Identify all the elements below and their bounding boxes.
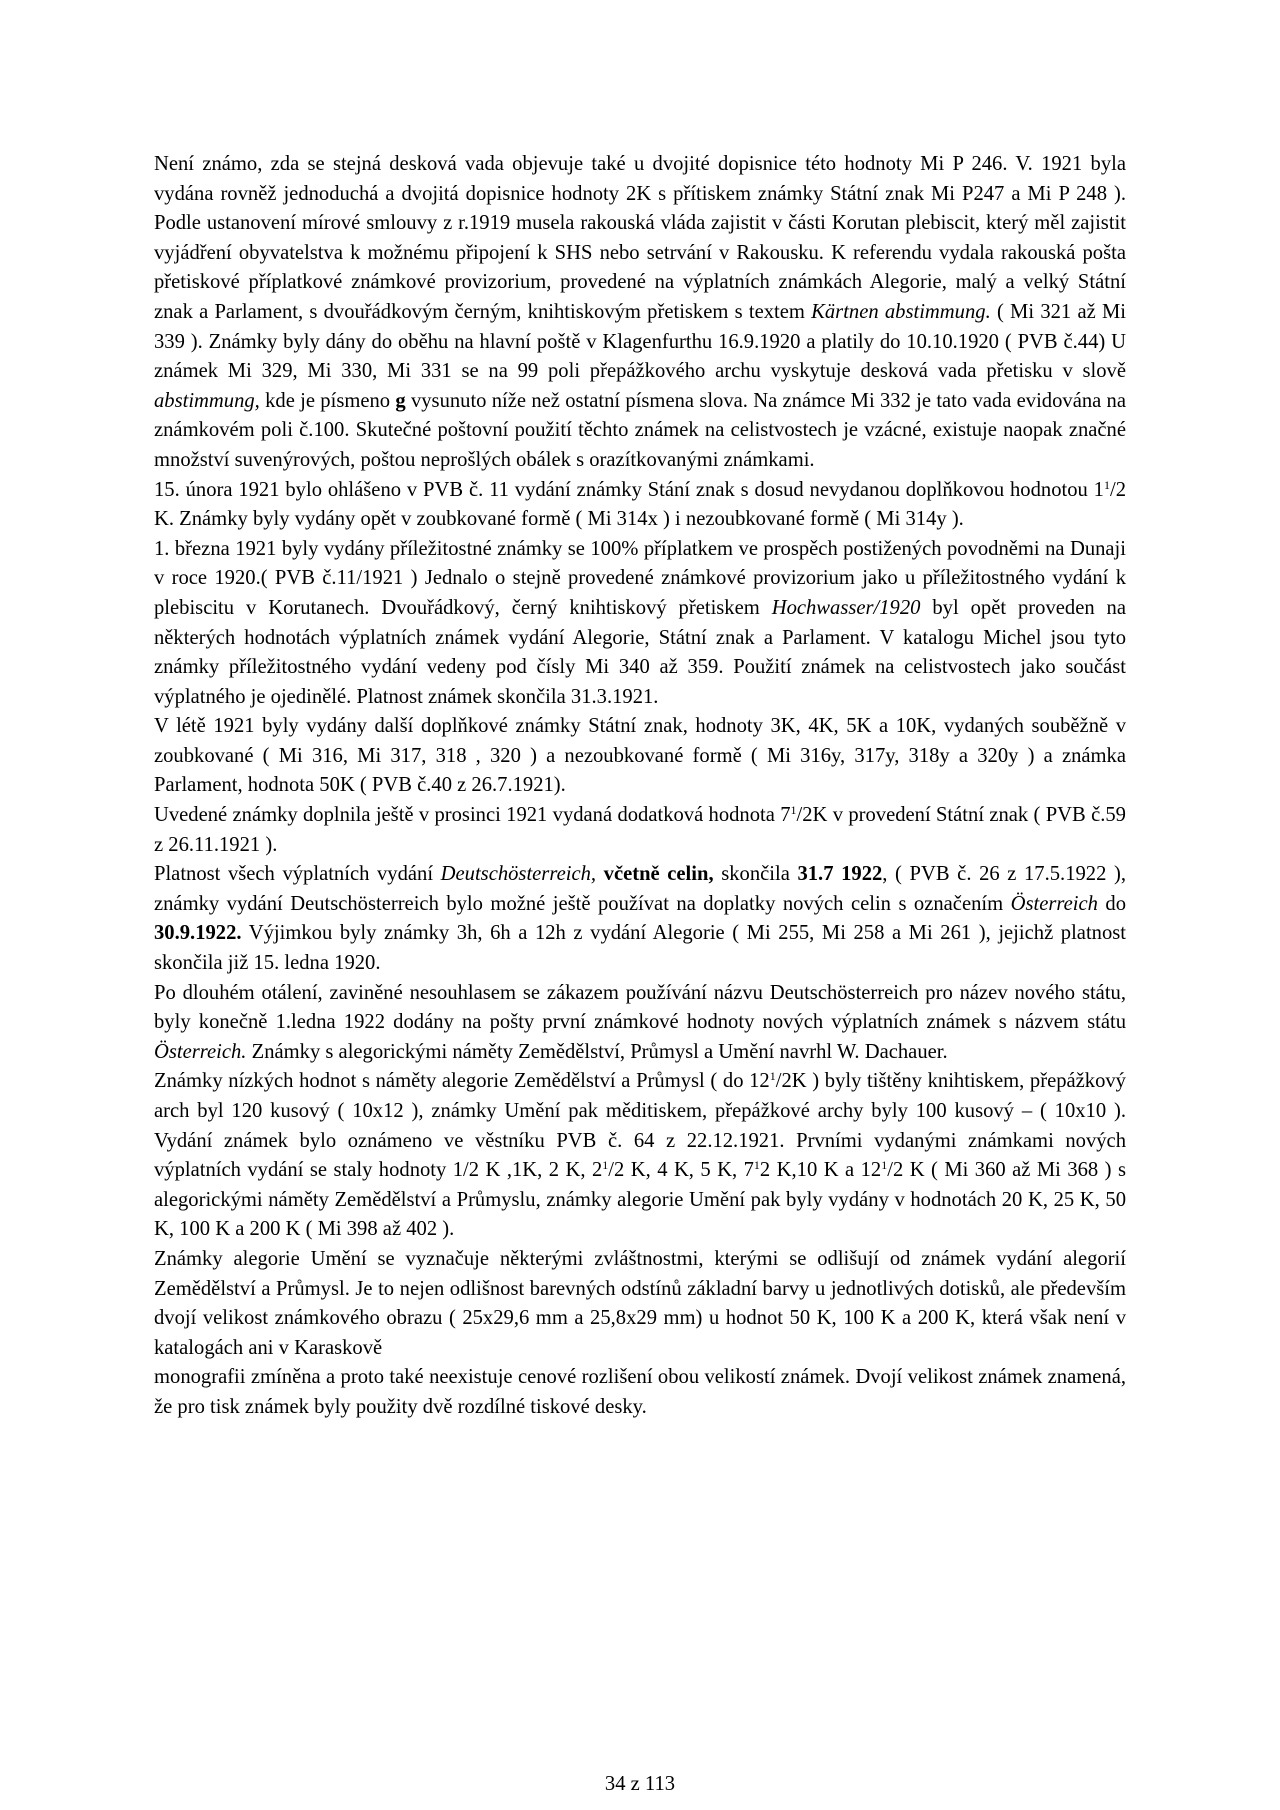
text-run: /2 K. Známky byly vydány opět v zoubkované formě ( Mi 314x ) i nezoubkované formě ( Mi 314y ).	[154, 478, 1126, 531]
superscript: 1	[790, 803, 797, 818]
paragraph	[154, 1067, 1126, 1245]
text-run: do	[1097, 892, 1126, 915]
text-run: /2 K ( Mi 360 až Mi 368 ) s alegorickými náměty Zemědělství a Průmyslu, známky alegorie Umění pak byly vydány v hodnotách 20 K, 25 K, 50 K, 100 K a 200 K ( Mi 398 až 402 ).	[154, 1159, 1126, 1241]
text-run: V létě 1921 byly vydány další doplňkové známky Státní znak, hodnoty 3K, 4K, 5K a 10K, vydaných souběžně v zoubkované ( Mi 316, Mi 317, 318 , 320 ) a nezoubkované formě ( Mi 316y, 317y, 318y a 320y ) a známka Parlament, hodnota 50K ( PVB č.40 z 26.7.1921).	[154, 715, 1126, 797]
text-run: , ( PVB č. 26 z 17.5.1922 ), známky vydání Deutschösterreich bylo možné ještě používat na doplatky nových celin s označením	[154, 863, 1126, 915]
emphasis-text: Kärtnen abstimmung.	[811, 300, 991, 323]
emphasis-text: g	[395, 389, 406, 412]
emphasis-text: Deutschösterreich,	[440, 863, 597, 886]
text-run: Výjimkou byly známky 3h, 6h a 12h z vydání Alegorie ( Mi 255, Mi 258 a Mi 261 ), jejichž platnost skončila již 15. ledna 1920.	[154, 922, 1126, 975]
text-run: skončila	[713, 863, 798, 886]
superscript: 1	[769, 1069, 776, 1084]
paragraph	[154, 1245, 1126, 1363]
text-run: Platnost všech výplatních vydání	[154, 863, 441, 886]
text-run: Není známo, zda se stejná desková vada objevuje také u dvojité dopisnice této hodnoty Mi P 246. V. 1921 byla vydána rovněž jednoduchá a dvojitá dopisnice hodnoty 2K s přítiskem známky Státní znak Mi P247 a Mi P 248 ). Podle ustanovení mírové smlouvy z r.1919 musela rakouská vláda zajistit v části Korutan plebiscit, který měl zajistit vyjádření obyvatelstva k možnému připojení k SHS nebo setrvání v Rakousku. K referendu vydala rakouská pošta přetiskové příplatkové známkové provizorium, provedené na výplatních známkách Alegorie, malý a velký Státní znak a Parlament, s dvouřádkovým černým, knihtiskovým přetiskem s textem	[154, 153, 1126, 323]
page-number: 34 z 113	[604, 1773, 676, 1795]
text-run: vysunuto níže než ostatní písmena slova. Na známce Mi 332 je tato vada evidována na známkovém poli č.100. Skutečné poštovní použití těchto známek na celistvostech je vzácné, existuje naopak značné množství suvenýrových, poštou neprošlých obálek s orazítkovanými známkami.	[154, 389, 1126, 471]
paragraph	[154, 979, 1126, 1068]
text-run: ( Mi 321 až Mi 339 ). Známky byly dány do oběhu na hlavní poště v Klagenfurthu 16.9.1920 a platily do 10.10.1920 ( PVB č.44) U známek Mi 329, Mi 330, Mi 331 se na 99 poli přepážkového archu vyskytuje desková vada přetisku v slově	[154, 300, 1126, 383]
superscript: 1	[753, 1158, 760, 1173]
text-run: Známky s alegorickými náměty Zemědělství, Průmysl a Umění navrhl W. Dachauer.	[246, 1040, 948, 1063]
text-run: 1. března 1921 byly vydány příležitostné známky se 100% příplatkem ve prospěch postižených povodněmi na Dunaji v roce 1920.( PVB č.11/1921 ) Jednalo o stejně provedené známkové provizorium jako u příležitostného vydání k plebiscitu v Korutanech. Dvouřádkový, černý knihtiskový přetiskem	[154, 537, 1126, 619]
paragraph	[154, 1363, 1126, 1422]
text-run: Známky alegorie Umění se vyznačuje některými zvláštnostmi, kterými se odlišují od známek vydání alegorií Zemědělství a Průmysl. Je to nejen odlišnost barevných odstínů základní barvy u jednotlivých dotisků, ale především dvojí velikost známkového obrazu ( 25x29,6 mm a 25,8x29 mm) u hodnot 50 K, 100 K a 200 K, která však není v katalogách ani v Karaskově	[154, 1247, 1126, 1359]
paragraph	[154, 476, 1126, 535]
paragraph	[154, 150, 1126, 476]
text-run: Uvedené známky doplnila ještě v prosinci 1921 vydaná dodatková hodnota 7	[154, 804, 791, 827]
text-run: 15. února 1921 bylo ohlášeno v PVB č. 11 vydání známky Stání znak s dosud nevydanou doplňkovou hodnotou 1	[154, 478, 1104, 501]
text-run: Známky nízkých hodnot s náměty alegorie Zemědělství a Průmysl ( do 12	[154, 1070, 770, 1093]
paragraph	[154, 535, 1126, 713]
text-run: /2K ) byly tištěny knihtiskem, přepážkový arch byl 120 kusový ( 10x12 ), známky Umění pak měditiskem, přepážkové archy byly 100 kusový – ( 10x10 ). Vydání známek bylo oznámeno ve věstníku PVB č. 64 z 22.12.1921. Prvními vydanými známkami nových výplatních vydání se staly hodnoty 1/2 K ,1K, 2 K, 2	[154, 1070, 1126, 1182]
paragraph	[154, 860, 1126, 978]
emphasis-text: abstimmung,	[154, 389, 260, 412]
text-run: /2K v provedení Státní znak ( PVB č.59 z 26.11.1921 ).	[154, 804, 1126, 856]
emphasis-text: včetně celin,	[603, 863, 714, 886]
paragraph	[154, 712, 1126, 801]
emphasis-text: Österreich	[1010, 892, 1098, 915]
superscript: 1	[1103, 477, 1110, 492]
emphasis-text: 31.7 1922	[797, 863, 883, 886]
text-run: byl opět proveden na některých hodnotách výplatních známek vydání Alegorie, Státní znak a Parlament. V katalogu Michel jsou tyto známky příležitostného vydání vedeny pod čísly Mi 340 až 359. Použití známek na celistvostech jako součást výplatného je ojedinělé. Platnost známek skončila 31.3.1921.	[154, 596, 1126, 708]
text-run: kde je písmeno	[259, 389, 396, 412]
document-body	[154, 150, 1126, 1423]
emphasis-text: Österreich.	[154, 1040, 247, 1063]
emphasis-text: 30.9.1922.	[154, 922, 242, 945]
text-run: monografii zmíněna a proto také neexistuje cenové rozlišení obou velikostí známek. Dvojí velikost známek znamená, že pro tisk známek byly použity dvě rozdílné tiskové desky.	[154, 1366, 1126, 1418]
paragraph	[154, 801, 1126, 860]
text-run: /2 K, 4 K, 5 K, 7	[608, 1159, 754, 1182]
superscript: 1	[602, 1158, 609, 1173]
emphasis-text: Hochwasser/1920	[771, 596, 921, 619]
text-run: 2 K,10 K a 12	[759, 1159, 882, 1182]
text-run	[596, 863, 604, 885]
superscript: 1	[881, 1158, 888, 1173]
text-run: Po dlouhém otálení, zaviněné nesouhlasem se zákazem používání názvu Deutschösterreich pro název nového státu, byly konečně 1.ledna 1922 dodány na pošty první známkové hodnoty nových výplatních známek s názvem státu	[154, 981, 1126, 1034]
